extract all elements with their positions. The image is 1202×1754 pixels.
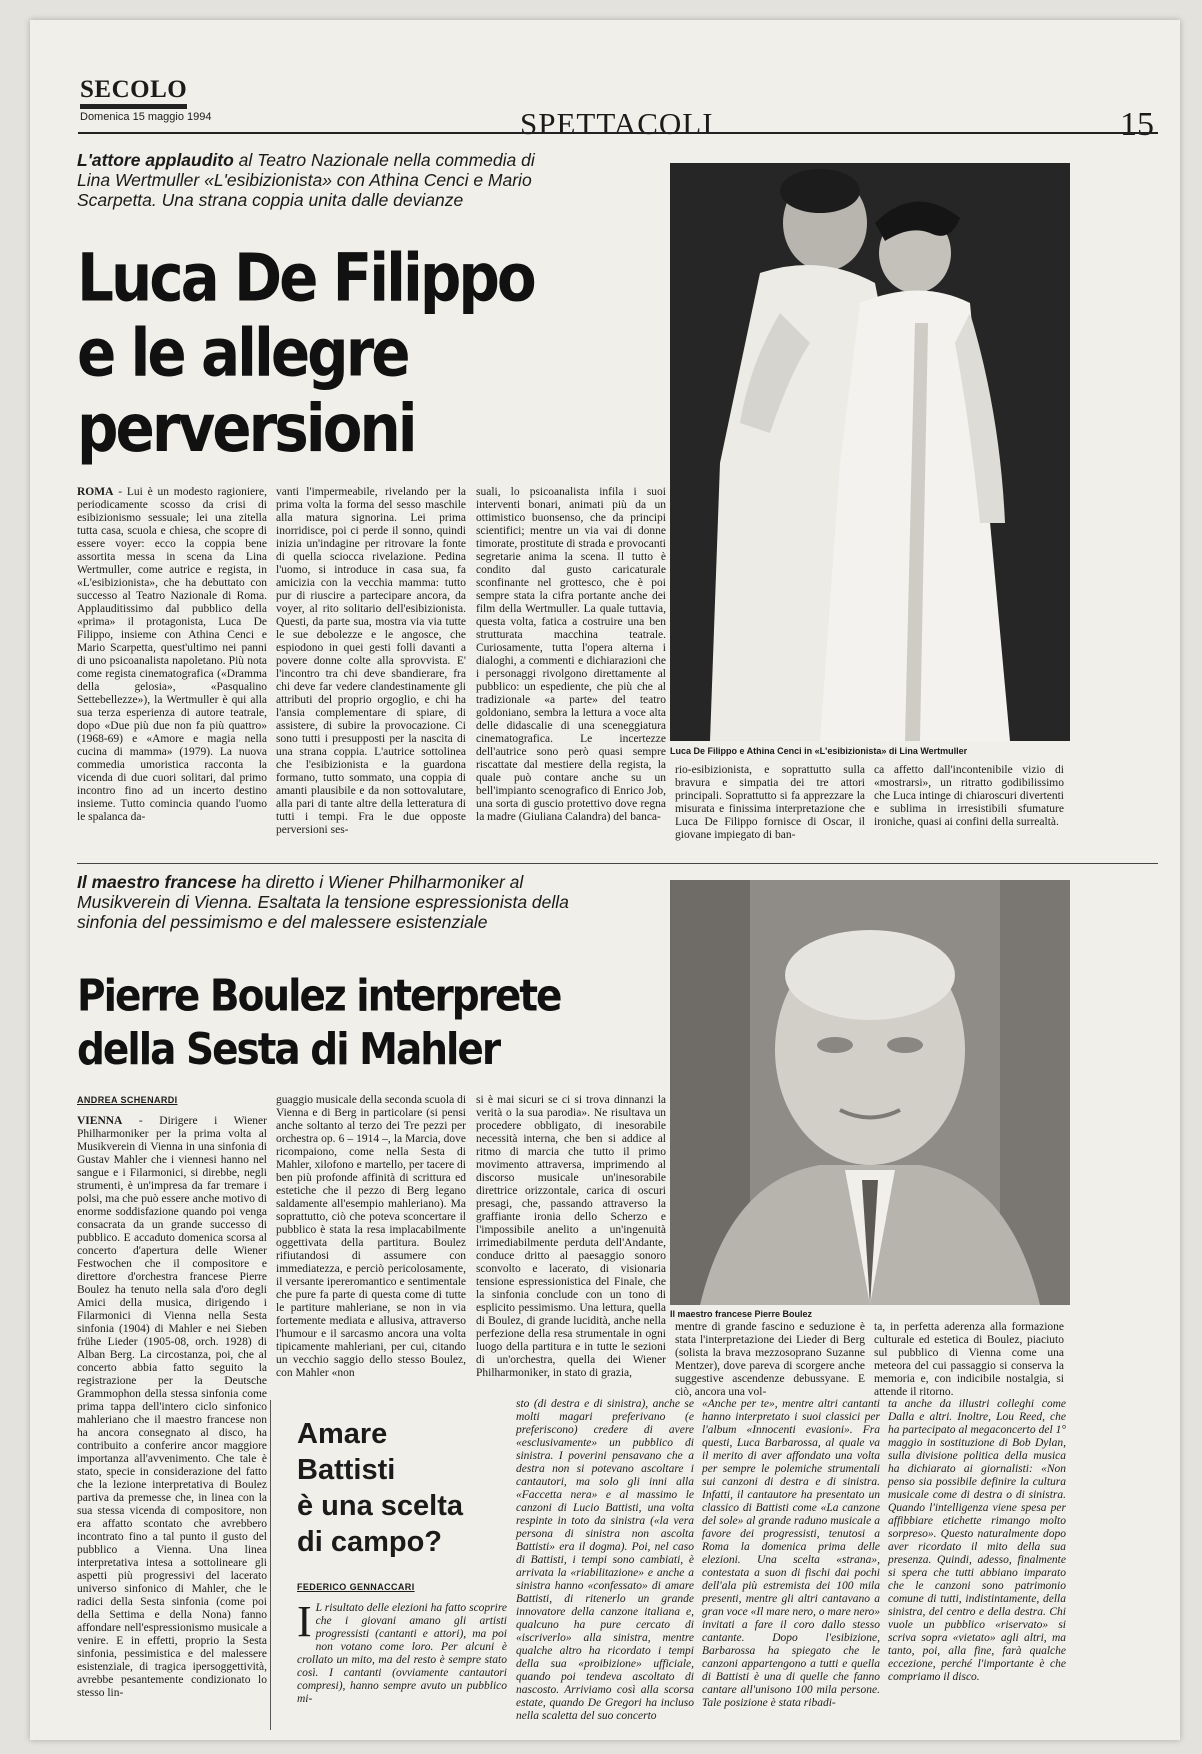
article2-column-2: guaggio musicale della seconda scuola di Vienna e di Berg in particolare (si pensi anche soltanto al terzo dei Tre pezzi per orchestra op. 6 – 1914 –, la Marcia, dove ricompaiono, come nella Sesta di Mahler, xilofono e martello, per tacere di ben più profonde affinità di scrittura ed estetiche che il pezzo di Berg legano saldamente all'esempio mahleriano). Ma soprattutto, ciò che poteva sconcertare il pubblico è stata la resa implacabilmente oggettivata della partitura. Boulez rifiutandosi di assumere con immediatezza, e perciò pericolosamente, il versante ipereromantico e sentimentale che pure fa parte di questa come di tutte le partiture mahleriane, se non in via fortemente mediata e allusiva, attraverso l'humour e il sarcasmo ancora una volta tipicamente mahleriani, per cui, citando un vecchio saggio dello stesso Boulez, con Mahler «non	[276, 1094, 467, 1379]
article2-headline	[77, 970, 617, 1078]
article2-dateline: VIENNA	[77, 1115, 123, 1127]
section-title: SPETTACOLI	[520, 106, 714, 141]
article3-column-1	[297, 1597, 507, 1730]
article2-kicker-lead: Il maestro francese	[77, 872, 237, 892]
article3-headline-line3: è una scelta	[297, 1490, 464, 1522]
newspaper-page	[30, 20, 1180, 1740]
article3-headline-line2: Battisti	[297, 1454, 396, 1486]
newspaper-logo: SECOLO	[80, 77, 187, 109]
article1-kicker	[77, 150, 547, 210]
masthead	[80, 77, 260, 123]
header-rule	[78, 132, 1158, 134]
page-number: 15	[1120, 106, 1154, 143]
article3-headline-line1: Amare	[297, 1418, 388, 1450]
article3-headline	[297, 1416, 507, 1560]
article2-kicker	[77, 872, 597, 932]
article3-column-3: «Anche per te», mentre altri cantanti hanno interpretato i suoi classici per l'album «Innocenti evasioni». Fra questi, Luca Barbarossa, al quale va il merito di aver affondato una volta per sempre le polemiche strumentali sui canzoni di destra e di sinistra. Infatti, il cantautore ha presentato un classico di Battisti come «La canzone del sole» al grande raduno musicale a favore dei progressisti, tenutosi a Roma la domenica prima delle elezioni. Una scelta «strana», contestata a suon di fischi dai pochi dell'ala più estremista dei 100 mila presenti, mentre gli altri cantavano a gran voce «Il mare nero, o mare nero» invitati a fare il coro dallo stesso cantante. Dopo l'esibizione, Barbarossa ha spiegato che le canzoni appartengono a tutti e quella di Battisti è una di quelle che fanno cantare all'unisono 100 mila persone. Tale posizione è stata ribadi-	[702, 1398, 880, 1709]
article1-headline-line2: e le allegre	[77, 314, 408, 392]
article1-column-1-text: - Lui è un modesto ragioniere, periodicamente scosso da crisi di esibizionismo sessuale; lei una zitella tutta casa, scuola e chiesa, che scopre di essere voyer: ecco la coppia bene assortita messa in scena da Lina Wertmuller, come autrice e regista, in «L'esibizionista», che ha debuttato con successo al Teatro Nazionale di Roma. Applauditissimo dal pubblico della «prima» il protagonista, Luca De Filippo, insieme con Athina Cenci e Mario Scarpetta, quest'ultimo nei panni di uno psicoanalista napoletano. Più nota come regista cinematografica («Dramma della gelosia», «Pasqualino Settebellezze»), la Wertmuller è qui alla sua terza esperienza di autore teatrale, dopo «Due più due non fa più quattro» (1968-69) e «Amore e magia nella cucina di mamma» (1979). La nuova commedia umoristica racconta la vicenda di due cuori solitari, dal primo incontro fino ad un incerto destino insieme. Tutto comincia quando l'uomo le spalanca da-	[77, 486, 267, 823]
article1-photo-caption: Luca De Filippo e Athina Cenci in «L'esibizionista» di Lina Wertmuller	[670, 746, 968, 756]
article2-kicker-rest: ha diretto i Wiener Philharmoniker al Musikverein di Vienna. Esaltata la tensione espressionista della sinfonia del pessimismo e del malessere esistenziale	[77, 872, 569, 932]
article3-column-2: sto (di destra e di sinistra), anche se molti magari preferivano (e preferiscono) credere di avere «esclusivamente» un pubblico di sinistra. I poverini pensavano che a destra non si potevano ascoltare i cantautori, ma solo gli inni alla «Faccetta nera» e al massimo le canzoni di Lucio Battisti, una volta respinte in toto da sinistra («la vera persona di sinistra non ascolta Battisti» era il dogma). Poi, nel caso di Battisti, i tempi sono cambiati, è arrivata la «riabilitazione» e anche a sinistra hanno «confessato» di amare Battisti, di ritenerlo un grande innovatore della canzone italiana e, qualcuno ha pure cercato di «iscriverlo» alla sinistra, mentre qualche altro ha ricordato i tempi della sua «proibizione» ufficiale, quando poi tendeva ascoltato di nascosto. Arriviamo così alla scorsa estate, quando De Gregori ha incluso nella scaletta del suo concerto	[516, 1398, 694, 1722]
article1-column-3: suali, lo psicoanalista infila i suoi interventi bonari, animati più da un ottimistico buonsenso, che da principi scientifici; mentre un via vai di donne timorate, prostitute di strada e provocanti segretarie anima la scena. Il tutto è condito dal gusto caricaturale sconfinante nel grottesco, che è poi sempre stata la cifra portante anche dei film della Wertmuller. La quale tuttavia, questa volta, fatica a costruire una ben strutturata macchina teatrale. Curiosamente, tutta l'opera alterna i dialoghi, a commenti e dichiarazioni che i personaggi rivolgono direttamente al pubblico: un espediente, che più che al tradizionale «a parte» del teatro goldoniano, sembra la lettura a voce alta delle didascalie di una sceneggiatura cinematografica. Le incertezze dell'autrice sono però quasi sempre riscattate dal mestiere della regista, la quale può contare anche su un bell'impianto scenografico di Enrico Job, una sorta di guscio protettivo dove regna la madre (Giuliana Calandra) del banca-	[476, 486, 666, 823]
article1-headline	[77, 240, 637, 466]
article-divider	[77, 863, 1158, 864]
article1-headline-line1: Luca De Filippo	[77, 238, 534, 317]
actors-photo-illustration	[670, 163, 1070, 741]
article2-column-5: ta, in perfetta aderenza alla formazione culturale ed estetica di Boulez, piaciuto sul pubblico di Vienna come una meteora del cui passaggio si conserva la memoria e, con indicibile nostalgia, si attende il ritorno.	[874, 1321, 1064, 1398]
article2-column-4: mentre di grande fascino e seduzione è stata l'interpretazione dei Lieder di Berg (solista la brava mezzosoprano Suzanne Mentzer), dove pareva di scorgere anche suggestive ascendenze debussyane. E ciò, ancora una vol-	[675, 1321, 865, 1398]
article2-column-1-text: - Dirigere i Wiener Philharmoniker per la prima volta al Musikverein di Vienna in una sinfonia di Gustav Mahler che i viennesi hanno nel sangue e i Filarmonici, si direbbe, negli strumenti, è un'impresa da far tremare i polsi, ma che può essere anche motivo di enorme soddisfazione quando poi venga consacrata da un grande successo di pubblico. E accaduto domenica scorsa al concerto d'apertura delle Wiener Festwochen che il compositore e direttore d'orchestra francese Pierre Boulez ha tenuto nella sala d'oro degli Amici della musica, dirigendo i Filarmonici di Vienna nella Sesta sinfonia (1904) di Mahler e nei Sieben frühe Lieder (1905-08, orch. 1928) di Alban Berg. La circostanza, poi, che al concerto abbia fatto seguito la registrazione per la Deutsche Grammophon della stessa sinfonia come prima tappa dell'intero ciclo sinfonico mahleriano che il maestro francese non ha ancora consegnato al disco, ha contribuito a conferire ancor maggiore importanza all'avvenimento. Che tale è stato, specie in considerazione del fatto che la lezione interpretativa di Boulez partiva da premesse che, in linea con la sua stessa vicenda di compositore, non era affatto scontato che avrebbero incontrato fino a tal punto il gusto del pubblico a Vienna. Una linea interpretativa intesa a sottolineare gli aspetti più progressivi del lacerato universo sinfonico di Mahler, che le radici della Sesta sinfonia (come poi della Settima e della Nona) fanno affondare nell'espressionismo musicale a venire. E in effetti, proprio la Sesta sinfonia, pessimistica e del malessere esistenziale, di tragica ipersoggettività, avrebbe pesantemente condizionato lo stesso lin-	[77, 1115, 267, 1699]
article1-photo	[670, 163, 1070, 741]
article3-column-1-text: L risultato delle elezioni ha fatto scoprire che i giovani amano gli artisti progressisti (cantanti e attori), ma poi non votano come loro. Per alcuni è crollato un mito, ma del resto è sempre stato così. I cantanti (ovviamente cantautori compresi), hanno sempre avuto un pubblico mi-	[297, 1602, 507, 1705]
article1-kicker-lead: L'attore applaudito	[77, 150, 234, 170]
boulez-photo-illustration	[670, 880, 1070, 1305]
article1-headline-line3: perversioni	[77, 389, 415, 467]
article2-headline-line2: della Sesta di Mahler	[77, 1024, 500, 1076]
article3-left-rule	[270, 1400, 271, 1730]
article2-byline: ANDREA SCHENARDI	[77, 1095, 178, 1105]
article2-column-3: si è mai sicuri se ci si trova dinnanzi la verità o la sua parodia». Ne risultava un procedere obbligato, di inesorabile necessità interna, che ben si addice al ritmo di marcia che tutto il primo movimento attraversa, imprimendo al discorso musicale un'inesorabile direttrice orizzontale, carica di oscuri presagi, che, passando attraverso la graffiante ironia dello Scherzo e l'impossibile anelito a un'ingenuità irrimediabilmente perduta dell'Andante, conduce dritto al paesaggio sonoro sconvolto e lacerato, di visionaria tensione espressionistica del Finale, che la sinfonia conclude con un tono di esplicito pessimismo. Una lettura, quella di Boulez, di grande lucidità, anche nella perfezione della resa strumentale in ogni luogo della partitura e in tutte le sezioni di un'orchestra, quella dei Wiener Philharmoniker, in stato di grazia,	[476, 1094, 666, 1379]
article3-headline-line4: di campo?	[297, 1526, 443, 1558]
issue-date: Domenica 15 maggio 1994	[80, 111, 212, 123]
article3-byline: FEDERICO GENNACCARI	[297, 1582, 415, 1592]
article2-photo	[670, 880, 1070, 1305]
article1-column-5: ca affetto dall'incontenibile vizio di «mostrarsi», un ritratto godibilissimo che Luca intinge di chiaroscuri divertenti e sublima in irresistibili sfumature ironiche, quasi ai confini della surrealtà.	[874, 764, 1064, 828]
article1-column-2: vanti l'impermeabile, rivelando per la prima volta la forma del sesso maschile alla matura signorina. Lei prima inorridisce, poi ci perde il sonno, quindi inizia un'indagine per ritrovare la fonte di quella sciocca rivelazione. Pedina l'uomo, si introduce in casa sua, fa amicizia con la vecchia mamma: tutto pur di riuscire a partecipare ancora, da voyer, al rito solitario dell'esibizionista. Questi, da parte sua, mostra via via tutte le sue debolezze e le angosce, che espiodono in quei gesti folli davanti a povere donne colte alla sprovvista. E' l'incontro tra chi deve sbandierare, fra chi deve far vedere clandestinamente gli attributi del proprio orgoglio, e chi ha l'ansia complementare di spiare, di assistere, di subire la provocazione. Ci sono tutti i presupposti per la nascita di una strana coppia. L'autrice sottolinea che l'esibizionista e la guardona formano, tutto sommato, una coppia di amanti plausibile e da non sottovalutare, alla pari di tante altre della letteratura di tutti i tempi. Fra le due opposte perversioni ses-	[276, 486, 466, 836]
article1-dateline: ROMA	[77, 486, 114, 498]
article3-dropcap: I	[297, 1597, 312, 1646]
article3-column-4: ta anche da illustri colleghi come Dalla e altri. Inoltre, Lou Reed, che ha partecipato al megaconcerto del 1° maggio in sostituzione di Bob Dylan, sulla divisione politica della musica ha dichiarato ai giornalisti: «Non penso sia possibile definire la cultura musicale come di destra o di sinistra. Quando l'intelligenza viene spesa per affibbiare etichette rimango molto sorpreso». Questo naturalmente dopo aver ricordato il mito della sua presenza. Quindi, adesso, finalmente si spera che tutti abbiano imparato che le canzoni sono patrimonio comune di tutti, indistintamente, della sinistra, del centro e della destra. Chi vuole un pubblico «riservato» si scriva sopra «vietato» agli altri, ma tanto, poi, alla fine, farà qualche eccezione, perché l'importante è che compriamo il disco.	[888, 1398, 1066, 1683]
article1-column-1	[77, 486, 267, 856]
article1-kicker-rest: al Teatro Nazionale nella commedia di Lina Wertmuller «L'esibizionista» con Athina Cenci e Mario Scarpetta. Una strana coppia unita dalle devianze	[77, 150, 535, 210]
article2-photo-caption: Il maestro francese Pierre Boulez	[670, 1309, 813, 1319]
article2-headline-line1: Pierre Boulez interprete	[77, 971, 561, 1022]
article1-column-4: rio-esibizionista, e soprattutto sulla bravura e simpatia dei tre attori principali. Soprattutto si fa apprezzare la misurata e finissima interpretazione che Luca De Filippo fornisce di Oscar, il giovane impiegato di ban-	[675, 764, 865, 841]
article2-column-1	[77, 1115, 267, 1730]
